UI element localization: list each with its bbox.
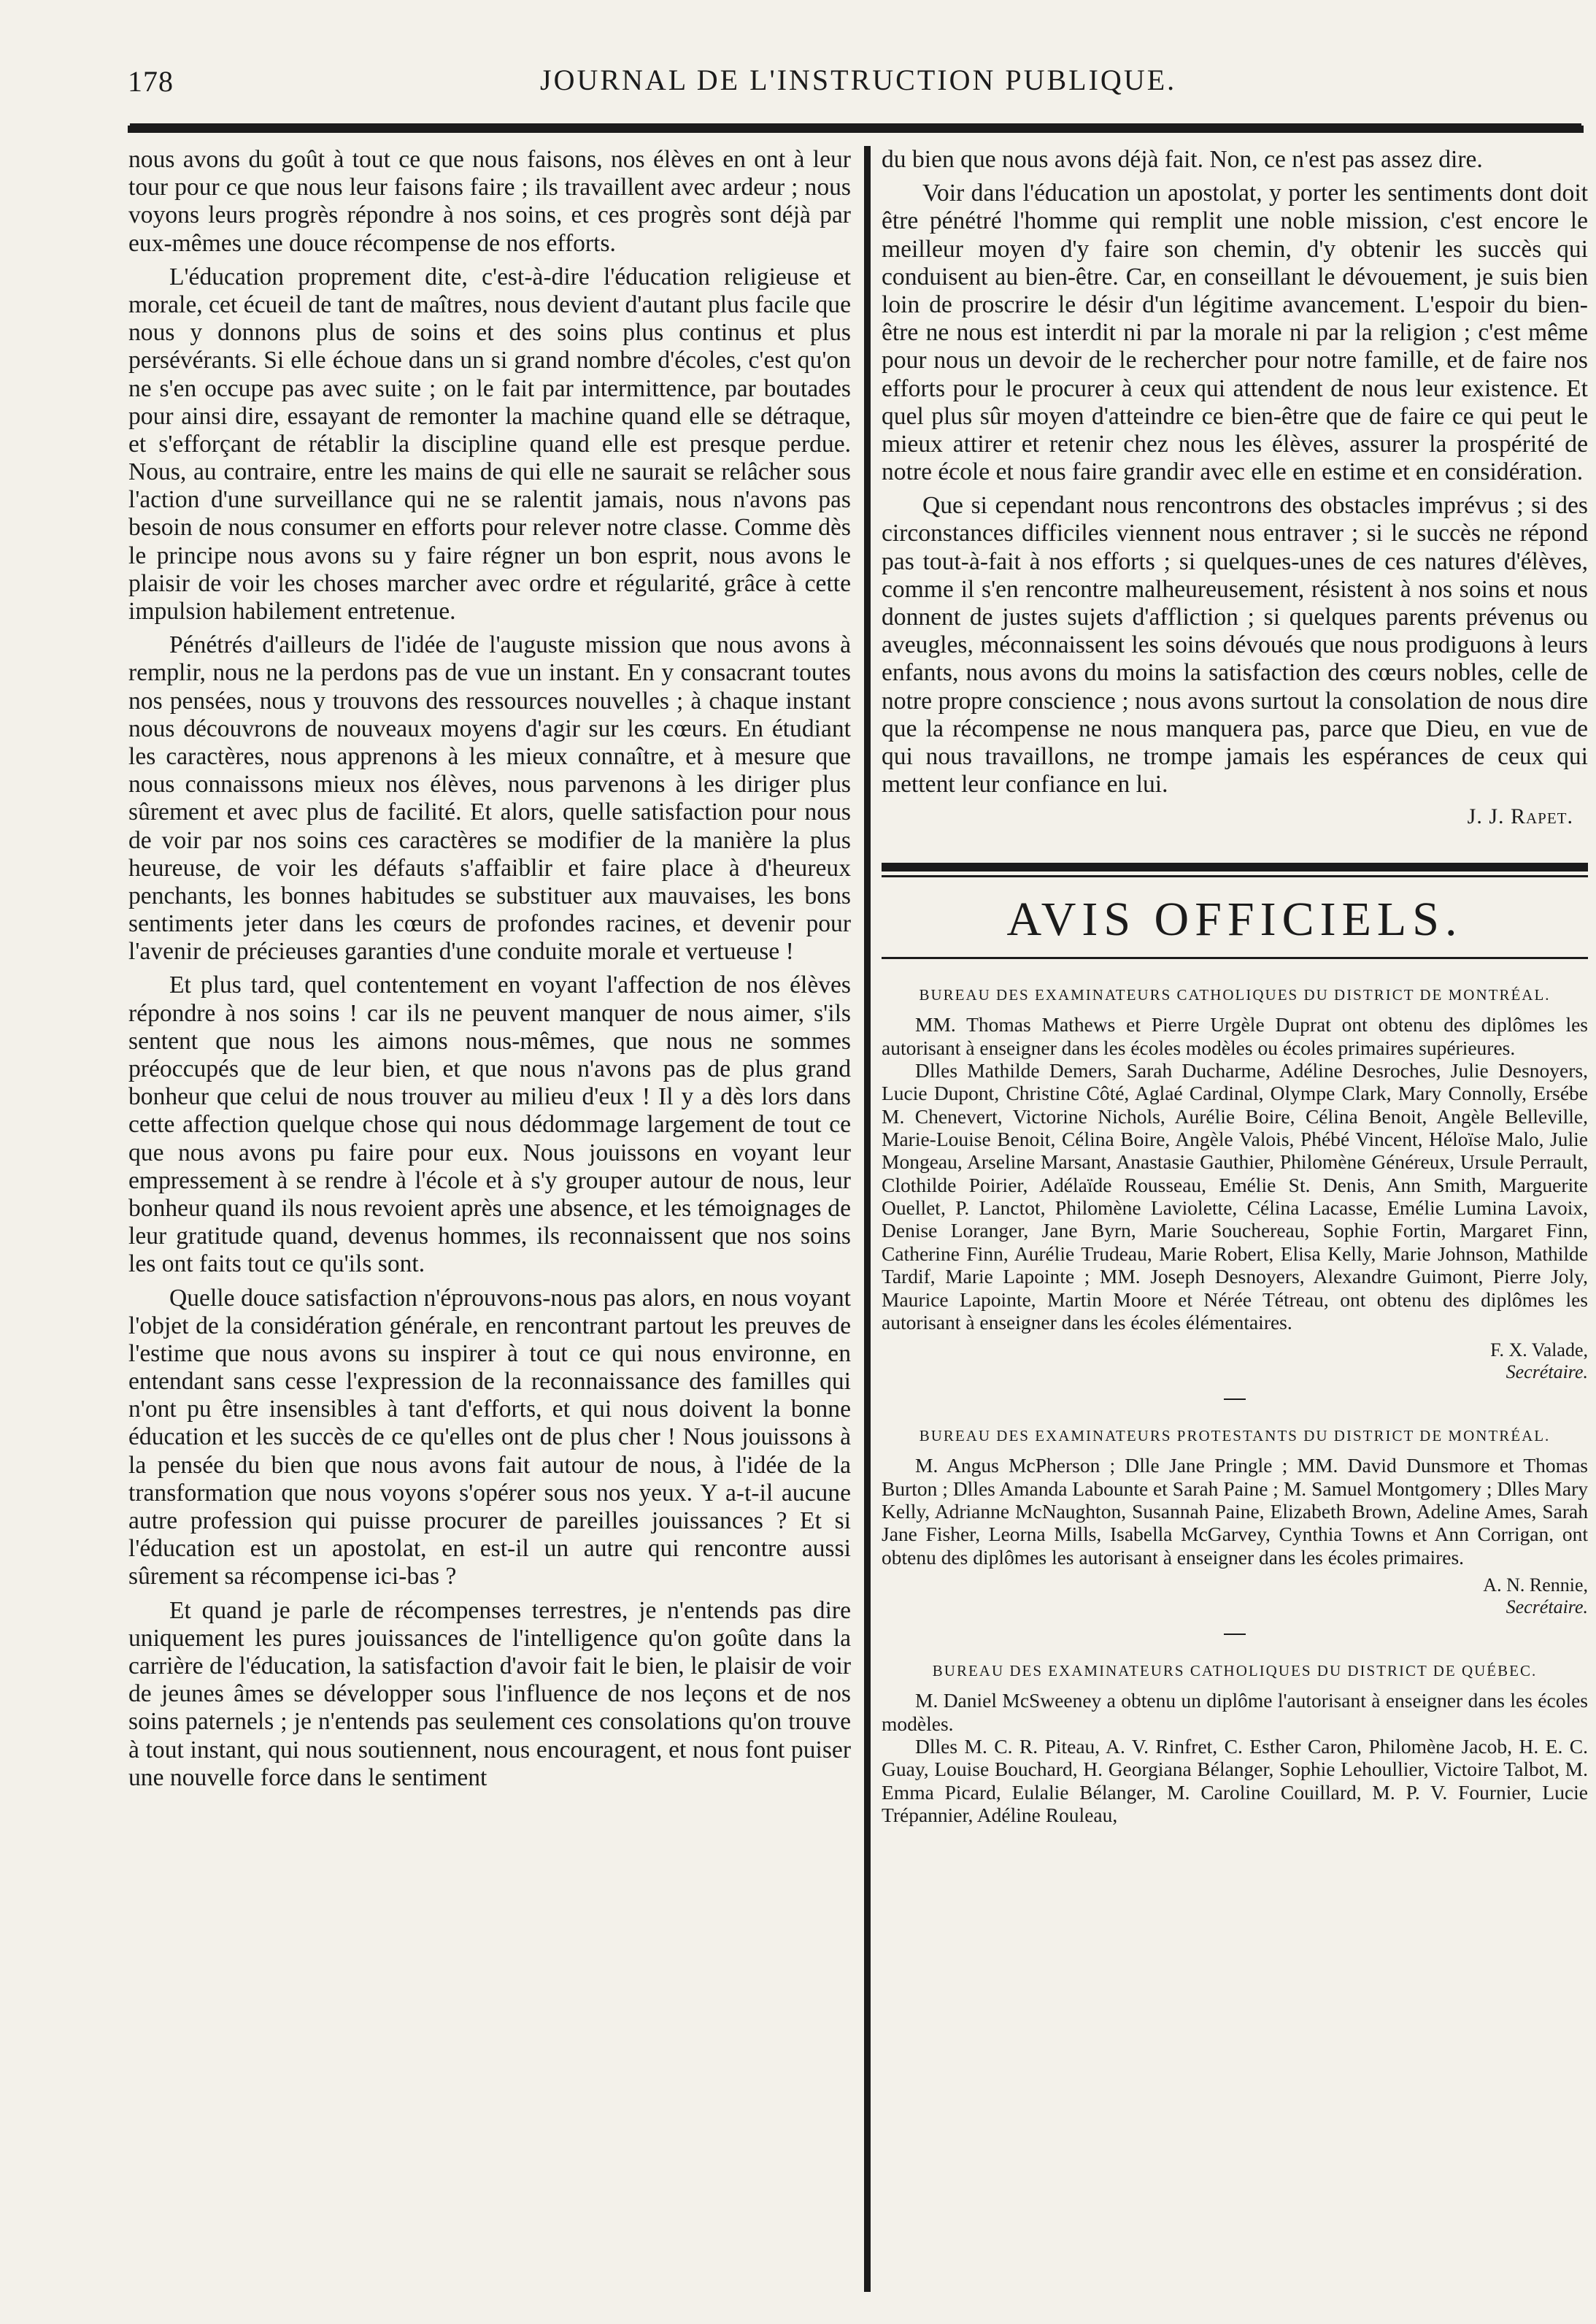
secretary-name: F. X. Valade, [1490, 1339, 1588, 1361]
notice-section-montreal-catholic [882, 987, 1588, 1400]
bureau-heading: BUREAU DES EXAMINATEURS PROTESTANTS DU DISTRICT DE MONTRÉAL. [919, 1427, 1551, 1445]
notices-top-thin-rule [882, 875, 1588, 877]
article-paragraph: Pénétrés d'ailleurs de l'idée de l'auguste mission que nous avons à remplir, nous ne la perdons pas de vue un instant. En y consacrant toutes nos pensées, nous y trouvons des ressources nouvelles ; à chaque instant nous découvrons de nouveaux moyens d'agir sur les cœurs. En étudiant les caractères, nous apprenons à les mieux connaître, et à mesure que nous connaissons mieux nos élèves, nous parvenons à les diriger plus sûrement et avec plus de facilité. Et alors, quelle satisfaction pour nous de voir par nos soins ces caractères se modifier de la manière la plus heureuse, de voir les défauts s'affaiblir et faire place à d'heureux penchants, les bonnes habitudes se substituer aux mauvaises, les bons sentiments jeter dans les cœurs de profondes racines, et devenir pour l'avenir de précieuses garanties d'une conduite morale et vertueuse ! [128, 631, 851, 966]
notices-bottom-rule [882, 957, 1588, 959]
article-paragraph: Et quand je parle de récompenses terrestres, je n'entends pas dire uniquement les pures jouissances de l'intelligence qu'on goûte dans la carrière de l'éducation, la satisfaction d'avoir fait le bien, le plaisir de voir de jeunes âmes se développer sous l'influence de nos leçons et de nos soins paternels ; je n'entends pas seulement ces consolations qu'on trouve à tout instant, qui nous soutiennent, nous encouragent, et nous font puiser une nouvelle force dans le sentiment [128, 1596, 851, 1791]
article-paragraph: Voir dans l'éducation un apostolat, y porter les sentiments dont doit être pénétré l'homme qui remplit une noble mission, c'est encore le meilleur moyen d'y faire son chemin, d'y obtenir les succès qui conduisent au bien-être. Car, en conseillant le dévouement, je suis bien loin de proscrire le désir d'un légitime avancement. L'espoir du bien-être ne nous est interdit ni par la morale ni par la religion ; c'est même pour nous un devoir de le rechercher pour notre famille, et de faire nos efforts pour le procurer à ceux qui attendent de nous leur existence. Et quel plus sûr moyen d'atteindre ce bien-être que de faire ce qui peut le mieux attirer et retenir chez nous les élèves, assurer la prospérité de notre école et nous faire grandir avec elle en estime et en considération. [882, 180, 1588, 486]
left-column [128, 146, 851, 1798]
notice-section-quebec-catholic [882, 1663, 1588, 1826]
author-name: J. J. Rapet. [1467, 804, 1573, 829]
notice-paragraph: M. Daniel McSweeney a obtenu un diplôme l'autorisant à enseigner dans les écoles modèles. [882, 1689, 1588, 1735]
bureau-heading: BUREAU DES EXAMINATEURS CATHOLIQUES DU DISTRICT DE MONTRÉAL. [919, 986, 1551, 1004]
running-title: JOURNAL DE L'INSTRUCTION PUBLIQUE. [540, 64, 1177, 96]
bureau-heading: BUREAU DES EXAMINATEURS CATHOLIQUES DU DISTRICT DE QUÉBEC. [932, 1662, 1538, 1680]
notice-paragraph: M. Angus McPherson ; Dlle Jane Pringle ; MM. David Dunsmore et Thomas Burton ; Dlles Amanda Labounte et Sarah Paine ; M. Samuel Montgomery ; Dlles Mary Kelly, Adrianne McNaughton, Susannah Paine, Elizabeth Brown, Adeline Ames, Sarah Jane Fisher, Leorna Mills, Isabella McGarvey, Cynthia Towns et Ann Corrigan, ont obtenu des diplômes les autorisant à enseigner dans les écoles primaires. [882, 1454, 1588, 1569]
notice-paragraph: Dlles M. C. R. Piteau, A. V. Rinfret, C. Esther Caron, Philomène Jacob, H. E. C. Guay, Louise Bouchard, H. Georgiana Bélanger, Sophie Lehoullier, Victoire Talbot, M. Emma Picard, Eulalie Bélanger, M. Caroline Couillard, M. P. V. Fournier, Lucie Trépannier, Adéline Rouleau, [882, 1734, 1588, 1827]
article-continuation: du bien que nous avons déjà fait. Non, ce n'est pas assez dire. [882, 146, 1483, 173]
column-divider [864, 146, 871, 2292]
header-rule [128, 126, 1584, 133]
secretary-title: Secrétaire. [1506, 1361, 1588, 1382]
article-paragraph: Et plus tard, quel contentement en voyant l'affection de nos élèves répondre à nos soins ! car ils ne peuvent manquer de nous aimer, s'ils sentent que nous les aimons nous-mêmes, que nous ne sommes préoccupés que de leur bien, et que nous n'avons pas de plus grand bonheur que celui de nous trouver au milieu d'eux ! Il y a dès lors dans cette affection quelque chose qui nous dédommage largement de tout ce que nous avons pu faire pour eux. Nous jouissons en voyant leur empressement à se rendre à l'école et à s'y grouper autour de nous, leur bonheur quand ils nous revoient après une absence, et les témoignages de leur gratitude quand, devenus hommes, ils reconnaissent que nos soins les ont faits tout ce qu'ils sont. [128, 971, 851, 1278]
notices-top-rule [882, 863, 1588, 872]
article-paragraph: Que si cependant nous rencontrons des obstacles imprévus ; si des circonstances difficiles viennent nous entraver ; si le succès ne répond pas tout-à-fait à nos efforts ; si quelques-unes de ces natures d'élèves, comme il s'en rencontre malheureusement, résistent à nos soins et nous donnent de justes sujets d'affliction ; si quelques parents prévenus ou aveugles, méconnaissent les soins dévoués que nous prodiguons à leurs enfants, nous avons du moins la satisfaction des cœurs nobles, celle de notre propre conscience ; nous avons surtout la consolation de nous dire que la récompense ne nous manquera pas, parce que Dieu, en vue de qui nous travaillons, ne trompe jamais les espérances de ceux qui mettent leur confiance en lui. [882, 492, 1588, 799]
article-paragraph: nous avons du goût à tout ce que nous faisons, nos élèves en ont à leur tour pour ce que nous leur faisons faire ; ils travaillent avec ardeur ; nous voyons leurs progrès répondre à nos soins, et ces progrès sont déjà par eux-mêmes une douce récompense de nos efforts. [128, 146, 851, 257]
right-column [882, 146, 1588, 1826]
page-number: 178 [128, 65, 174, 98]
secretary-name: A. N. Rennie, [1483, 1574, 1588, 1596]
section-separator [1224, 1398, 1246, 1400]
article-signature [882, 804, 1573, 829]
secretary-title: Secrétaire. [1506, 1596, 1588, 1617]
notices-heading: AVIS OFFICIELS. [1006, 893, 1463, 947]
notice-paragraph: Dlles Mathilde Demers, Sarah Ducharme, Adéline Desroches, Julie Desnoyers, Lucie Dupont, Christine Côté, Aglaé Cardinal, Olympe Clark, Mary Connolly, Ersébe M. Chenevert, Victorine Nichols, Aurélie Boire, Célina Benoit, Angèle Belleville, Marie-Louise Benoit, Célina Boire, Angèle Valois, Phébé Vincent, Héloïse Malo, Julie Mongeau, Arseline Marsant, Anastasie Gauthier, Philomène Généreux, Ursule Perrault, Clothilde Poirier, Adélaïde Rousseau, Emélie St. Denis, Ann Smith, Marguerite Ouellet, P. Lanctot, Philomène Laviolette, Célina Lacasse, Emélie Lumina Lavoix, Denise Loranger, Jane Byrn, Marie Souchereau, Sophie Fortin, Margaret Finn, Catherine Finn, Aurélie Trudeau, Marie Robert, Elisa Kelly, Marie Johnson, Mathilde Tardif, Marie Lapointe ; MM. Joseph Desnoyers, Alexandre Guimont, Pierre Joly, Maurice Lapointe, Martin Moore et Nérée Tétreau, ont obtenu des diplômes les autorisant à enseigner dans les écoles élémentaires. [882, 1059, 1588, 1334]
article-paragraph: Quelle douce satisfaction n'éprouvons-nous pas alors, en nous voyant l'objet de la considération générale, en rencontrant partout les preuves de l'estime que nous avons su inspirer à tout ce qui nous environne, en entendant sans cesse l'expression de la reconnaissance des familles qui n'ont pu être insensibles à tant d'efforts, et qui nous doivent la bonne éducation et les succès de ce qu'elles ont de plus cher ! Nous jouissons à la pensée du bien que nous avons fait autour de nous, à l'idée de la transformation que nous voyons s'opérer sous nos yeux. Y a-t-il aucune autre profession qui puisse procurer de pareilles jouissances ? Et si l'éducation est un apostolat, en est-il un autre qui rencontre aussi sûrement sa récompense ici-bas ? [128, 1284, 851, 1590]
article-paragraph: L'éducation proprement dite, c'est-à-dire l'éducation religieuse et morale, cet écueil de tant de maîtres, nous devient d'autant plus facile que nous y donnons plus de soins et des soins plus continus et plus persévérants. Si elle échoue dans un si grand nombre d'écoles, c'est qu'on ne s'en occupe pas avec suite ; on le fait par intermittence, par boutades pour ainsi dire, essayant de remonter la machine quand elle se détraque, et s'efforçant de rétablir la discipline quand elle est presque perdue. Nous, au contraire, entre les mains de qui elle ne saurait se relâcher sous l'action d'une surveillance qui ne se ralentit jamais, nous n'avons pas besoin de nous consumer en efforts pour relever notre classe. Comme dès le principe nous avons su y faire régner un bon esprit, nous avons le plaisir de voir les choses marcher avec ordre et régularité, grâce à cette impulsion habilement entretenue. [128, 263, 851, 625]
notice-paragraph: MM. Thomas Mathews et Pierre Urgèle Duprat ont obtenu des diplômes les autorisant à enseigner dans les écoles modèles ou écoles primaires supérieures. [882, 1013, 1588, 1059]
section-separator [1224, 1634, 1246, 1635]
notice-section-montreal-protestant [882, 1428, 1588, 1635]
